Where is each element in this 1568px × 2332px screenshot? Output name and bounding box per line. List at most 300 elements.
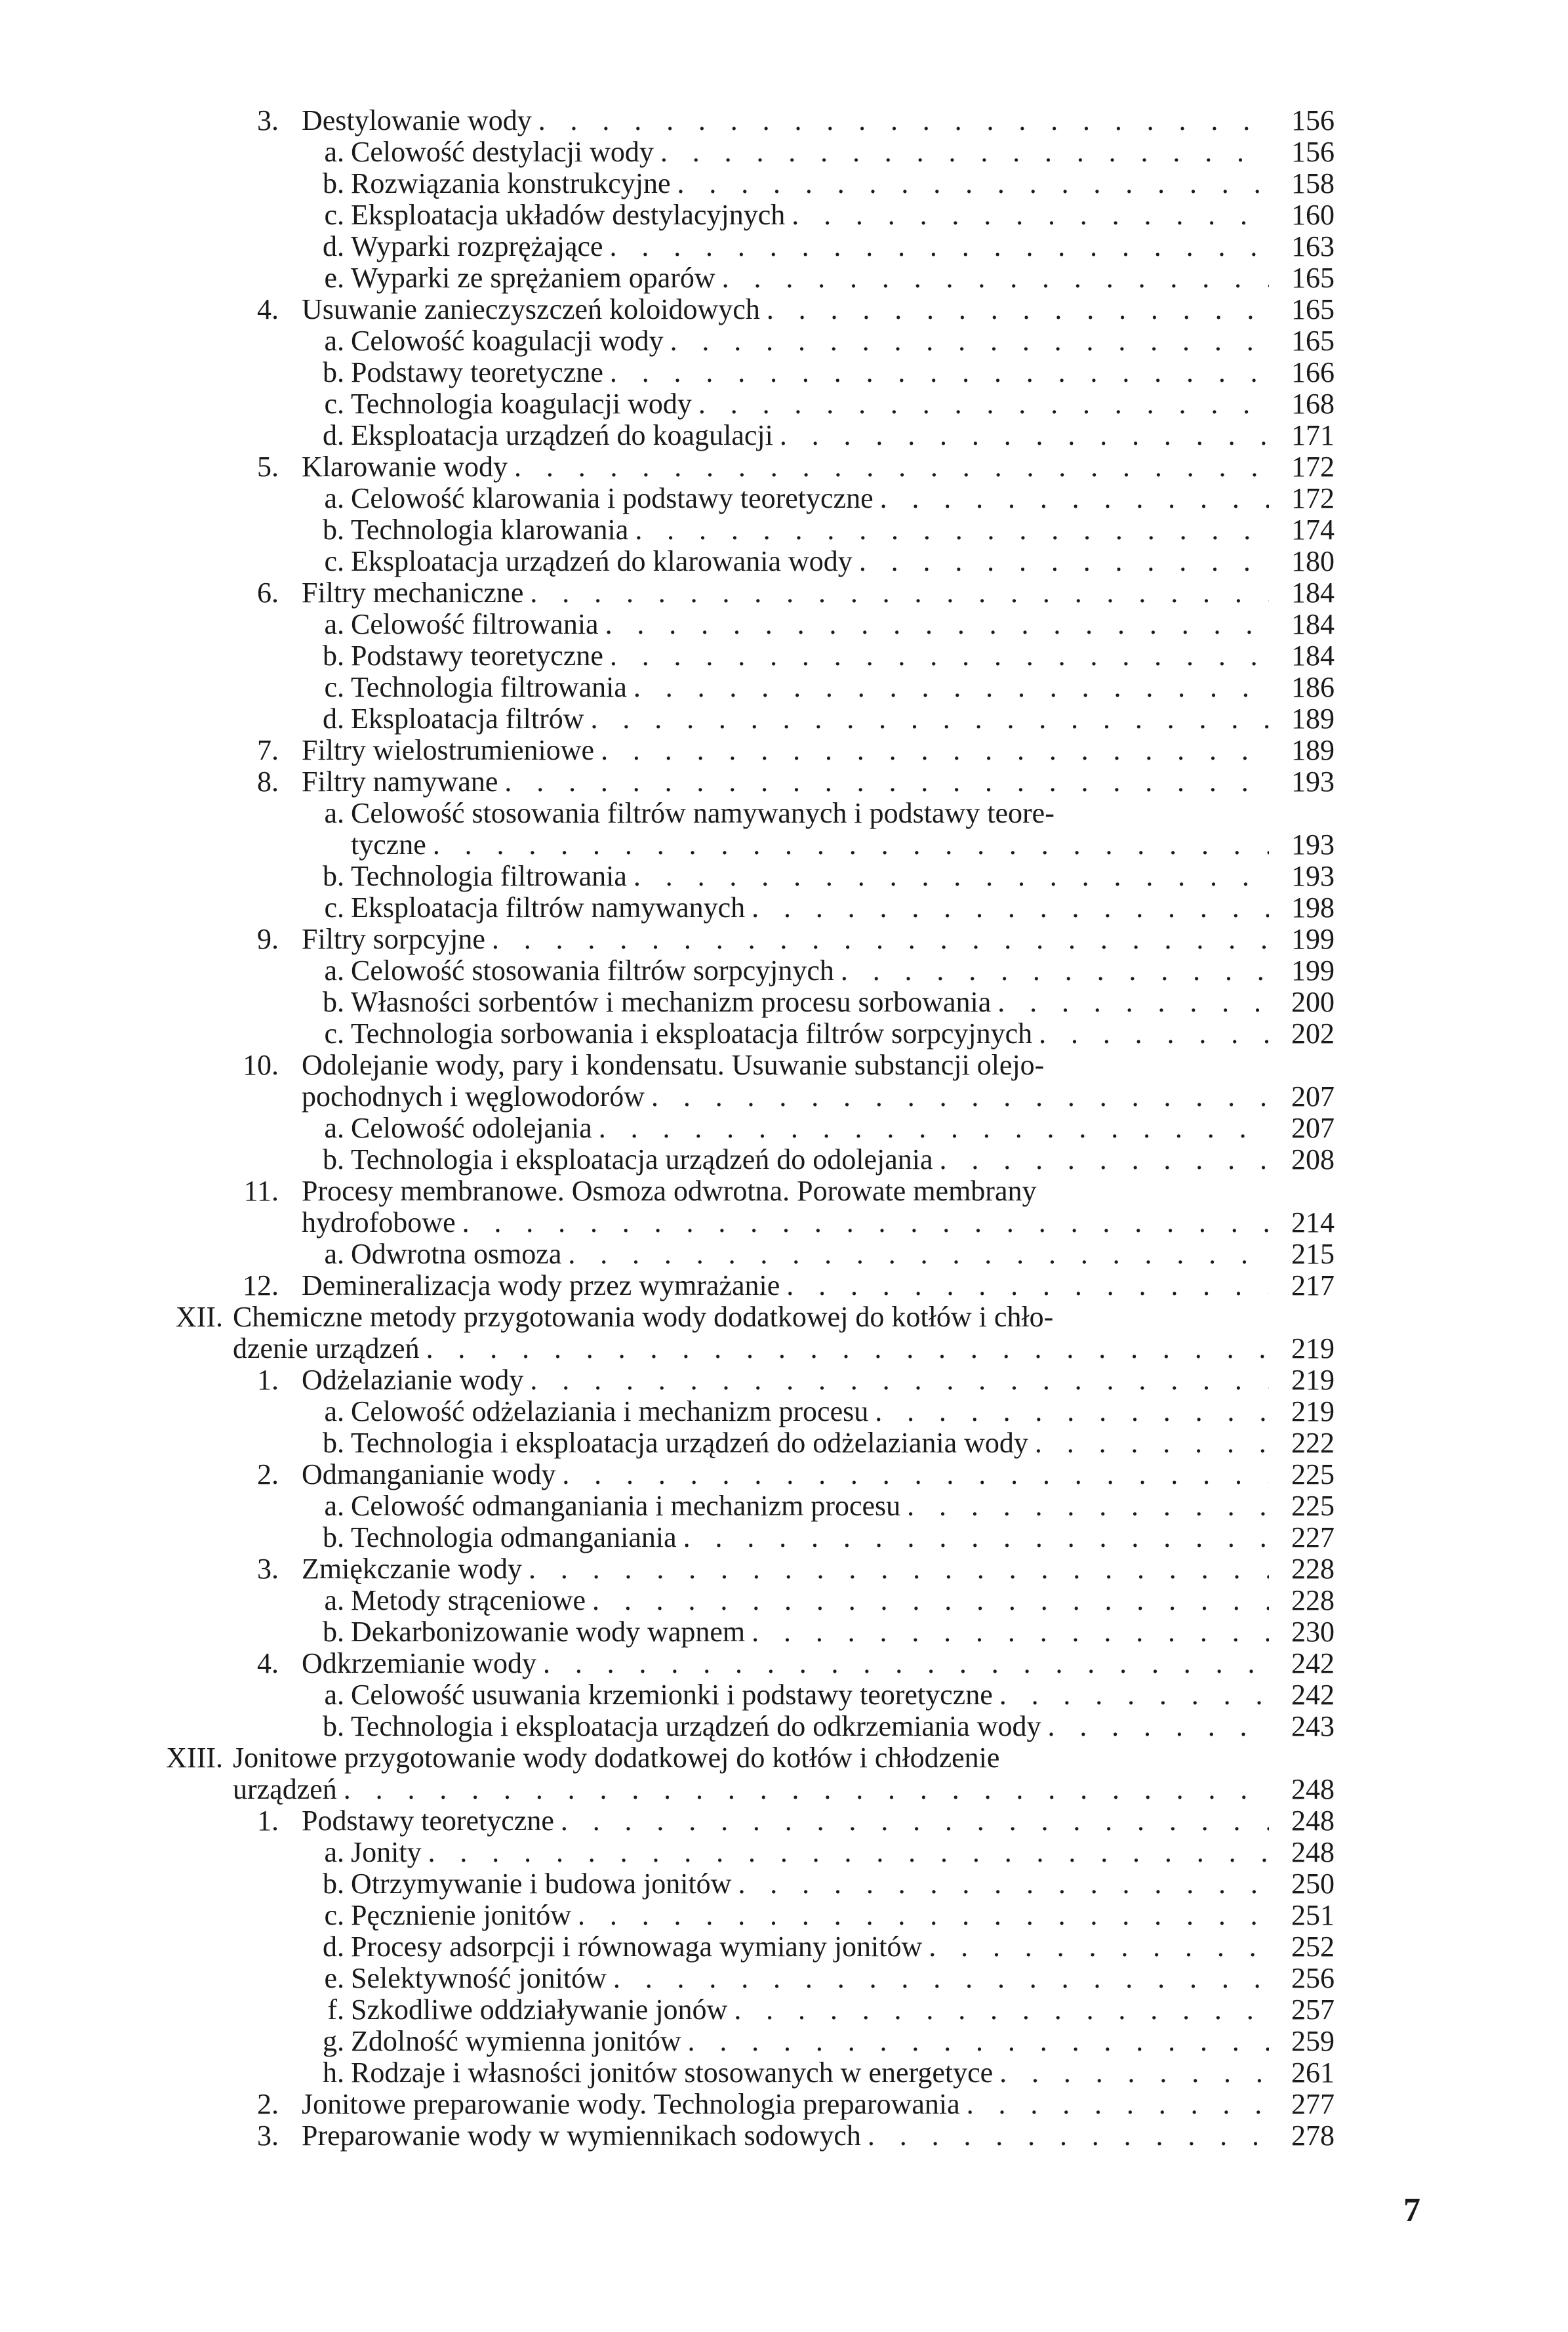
toc-dot-leader: [529, 1553, 1269, 1585]
toc-entry-number: 8.: [257, 766, 279, 798]
toc-subsection-entry: [141, 672, 1335, 703]
toc-page-number: 230: [1291, 1616, 1335, 1648]
toc-subsection-entry: [141, 892, 1335, 924]
toc-page-number: 174: [1291, 514, 1335, 546]
toc-dot-leader: [592, 1585, 1269, 1616]
toc-section-entry: [141, 2089, 1335, 2120]
toc-subsection-entry: [141, 231, 1335, 262]
toc-page-number: 165: [1291, 325, 1335, 357]
toc-entry-label: [302, 1176, 1335, 1207]
toc-entry-title: Odmanganianie wody: [302, 1459, 556, 1490]
toc-entry-label: [351, 388, 1335, 420]
toc-entry-label: [351, 2026, 1335, 2057]
toc-subsection-entry: [141, 1018, 1335, 1050]
toc-entry-title: Metody strąceniowe: [351, 1585, 586, 1616]
toc-entry-label: [351, 1018, 1335, 1050]
toc-page-number: 217: [1291, 1270, 1335, 1301]
toc-page-number: 228: [1291, 1585, 1335, 1616]
toc-entry-title: Selektywność jonitów: [351, 1963, 607, 1994]
toc-entry-label: [351, 1396, 1335, 1427]
toc-dot-leader: [677, 168, 1269, 199]
toc-page-number: 165: [1291, 262, 1335, 294]
toc-entry-label: [351, 199, 1335, 231]
toc-entry-title: Celowość koagulacji wody: [351, 325, 664, 357]
toc-entry-number: h.: [323, 2056, 344, 2089]
toc-entry-title: Wyparki rozprężające: [351, 231, 603, 262]
toc-dot-leader: [1039, 1018, 1269, 1050]
toc-entry-number: b.: [323, 986, 344, 1018]
toc-page-number: 261: [1291, 2057, 1335, 2089]
toc-entry-number: b.: [323, 1427, 344, 1459]
toc-page-number: 257: [1291, 1994, 1335, 2026]
toc-page-number: 184: [1291, 609, 1335, 640]
toc-entry-title: Rodzaje i własności jonitów stosowanych w energetyce: [351, 2057, 994, 2089]
toc-entry-title: Technologia sorbowania i eksploatacja filtrów sorpcyjnych: [351, 1018, 1033, 1050]
toc-entry-title: Podstawy teoretyczne: [302, 1805, 554, 1837]
toc-dot-leader: [433, 829, 1269, 861]
toc-page-number: 225: [1291, 1490, 1335, 1522]
toc-dot-leader: [633, 861, 1269, 892]
toc-entry-label: [351, 955, 1335, 987]
toc-entry-number: b.: [323, 1710, 344, 1742]
toc-entry-number: d.: [323, 419, 344, 451]
toc-entry-title: Celowość filtrowania: [351, 609, 599, 640]
toc-dot-leader: [599, 1113, 1269, 1144]
toc-entry-number: c.: [324, 388, 344, 420]
toc-entry-title: Technologia i eksploatacja urządzeń do odolejania: [351, 1144, 933, 1176]
toc-page-number: 278: [1291, 2120, 1335, 2152]
toc-entry-number: a.: [324, 1679, 344, 1711]
toc-section-entry: [141, 1648, 1335, 1679]
toc-entry-label: [302, 2120, 1335, 2152]
toc-entry-title: tyczne: [351, 829, 426, 861]
toc-subsection-entry: [141, 1963, 1335, 1994]
toc-entry-number: a.: [324, 1490, 344, 1522]
toc-dot-leader: [767, 294, 1269, 325]
toc-dot-leader: [875, 1396, 1269, 1427]
toc-entry-title: Podstawy teoretyczne: [351, 357, 603, 388]
toc-subsection-entry: [141, 199, 1335, 231]
toc-entry-number: b.: [323, 514, 344, 546]
toc-entry-title: Celowość odżelaziania i mechanizm procesu: [351, 1396, 869, 1427]
toc-entry-label: [351, 1711, 1335, 1742]
toc-dot-leader: [538, 105, 1269, 136]
toc-page-number: 219: [1291, 1333, 1335, 1364]
toc-section-entry: [141, 105, 1335, 136]
toc-subsection-entry: [141, 703, 1335, 735]
toc-dot-leader: [660, 136, 1269, 168]
toc-entry-label: [302, 1050, 1335, 1081]
toc-entry-title: Rozwiązania konstrukcyjne: [351, 168, 671, 199]
toc-entry-number: 1.: [257, 1364, 279, 1396]
toc-entry-number: a.: [324, 1836, 344, 1868]
toc-dot-leader: [601, 735, 1269, 766]
toc-page-number: 256: [1291, 1963, 1335, 1994]
toc-dot-leader: [780, 420, 1269, 451]
toc-subsection-entry: [141, 1994, 1335, 2026]
toc-dot-leader: [880, 483, 1269, 514]
toc-entry-label: [302, 924, 1335, 955]
toc-entry-title: Celowość odmanganiania i mechanizm procesu: [351, 1490, 901, 1522]
toc-entry-number: 2.: [257, 2088, 279, 2120]
toc-entry-label: [351, 1868, 1335, 1900]
toc-entry-number: 1.: [257, 1805, 279, 1837]
toc-page-number: 156: [1291, 136, 1335, 168]
toc-entry-number: b.: [323, 1616, 344, 1648]
toc-subsection-entry: [141, 861, 1335, 892]
toc-dot-leader: [426, 1333, 1269, 1364]
toc-dot-leader: [997, 987, 1269, 1018]
toc-entry-label: [351, 1427, 1335, 1459]
toc-subsection-entry: [141, 1868, 1335, 1900]
toc-dot-leader: [591, 703, 1269, 735]
toc-section-entry: [141, 735, 1335, 766]
toc-chapter-entry: [141, 1774, 1335, 1805]
toc-dot-leader: [613, 1963, 1269, 1994]
toc-entry-label: [351, 672, 1335, 703]
toc-page-number: 277: [1291, 2089, 1335, 2120]
toc-entry-label: [302, 577, 1335, 609]
toc-entry-number: e.: [324, 1962, 344, 1994]
toc-entry-label: [351, 829, 1335, 861]
toc-page-number: 259: [1291, 2026, 1335, 2057]
toc-entry-label: [351, 168, 1335, 199]
toc-entry-label: [351, 514, 1335, 546]
toc-entry-label: [351, 546, 1335, 577]
toc-page-number: 184: [1291, 640, 1335, 672]
toc-entry-title: Filtry wielostrumieniowe: [302, 735, 595, 766]
toc-entry-number: 7.: [257, 734, 279, 766]
toc-page-number: 242: [1291, 1679, 1335, 1711]
toc-dot-leader: [462, 1207, 1269, 1238]
toc-entry-label: [351, 262, 1335, 294]
toc-page-number: 228: [1291, 1553, 1335, 1585]
toc-entry-title: pochodnych i węglowodorów: [302, 1081, 645, 1113]
toc-page-number: 180: [1291, 546, 1335, 577]
toc-entry-title: Celowość destylacji wody: [351, 136, 654, 168]
toc-entry-label: [233, 1774, 1335, 1805]
toc-entry-title: Technologia odmanganiania: [351, 1522, 677, 1553]
toc-subsection-entry: [141, 2057, 1335, 2089]
toc-entry-title: Demineralizacja wody przez wymrażanie: [302, 1270, 780, 1301]
toc-dot-leader: [562, 1459, 1269, 1490]
toc-page-number: 171: [1291, 420, 1335, 451]
toc-entry-label: [351, 892, 1335, 924]
toc-page-number: 222: [1291, 1427, 1335, 1459]
toc-entry-title: Szkodliwe oddziaływanie jonów: [351, 1994, 728, 2026]
toc-entry-title: Jonity: [351, 1837, 422, 1868]
toc-chapter-entry: [141, 1301, 1335, 1333]
toc-entry-label: [302, 1553, 1335, 1585]
toc-entry-title: Odwrotna osmoza: [351, 1238, 562, 1270]
toc-subsection-entry: [141, 987, 1335, 1018]
toc-subsection-entry: [141, 1113, 1335, 1144]
toc-entry-label: [233, 1333, 1335, 1364]
toc-page-number: 163: [1291, 231, 1335, 262]
toc-subsection-entry: [141, 1427, 1335, 1459]
toc-subsection-entry: [141, 483, 1335, 514]
toc-subsection-entry: [141, 514, 1335, 546]
toc-entry-number: a.: [324, 797, 344, 829]
toc-entry-label: [351, 1931, 1335, 1963]
toc-entry-title: Technologia i eksploatacja urządzeń do odżelaziania wody: [351, 1427, 1028, 1459]
toc-entry-title: Otrzymywanie i budowa jonitów: [351, 1868, 732, 1900]
toc-entry-title: Celowość klarowania i podstawy teoretyczne: [351, 483, 874, 514]
toc-entry-number: b.: [323, 1143, 344, 1176]
toc-entry-label: [351, 1616, 1335, 1648]
toc-page-number: 248: [1291, 1837, 1335, 1868]
toc-dot-leader: [530, 577, 1269, 609]
toc-subsection-entry: [141, 1931, 1335, 1963]
toc-section-entry: [141, 1176, 1335, 1207]
toc-entry-number: g.: [323, 2025, 344, 2057]
toc-entry-title: Odolejanie wody, pary i kondensatu. Usuwanie substancji olejo-: [302, 1050, 1045, 1081]
toc-entry-title: Procesy membranowe. Osmoza odwrotna. Porowate membrany: [302, 1176, 1037, 1207]
toc-dot-leader: [999, 2057, 1269, 2089]
toc-dot-leader: [344, 1774, 1269, 1805]
toc-subsection-entry: [141, 609, 1335, 640]
toc-page-number: 186: [1291, 672, 1335, 703]
toc-dot-leader: [683, 1522, 1269, 1553]
toc-page-number: 184: [1291, 577, 1335, 609]
toc-section-entry: [141, 766, 1335, 798]
toc-entry-title: Celowość stosowania filtrów namywanych i podstawy teore-: [351, 798, 1055, 829]
toc-subsection-entry: [141, 1490, 1335, 1522]
toc-entry-title: Dekarbonizowanie wody wapnem: [351, 1616, 746, 1648]
toc-subsection-entry: [141, 1837, 1335, 1868]
toc-entry-number: a.: [324, 482, 344, 514]
toc-entry-label: [351, 1113, 1335, 1144]
toc-subsection-entry: [141, 325, 1335, 357]
toc-entry-title: Klarowanie wody: [302, 451, 508, 483]
toc-dot-leader: [722, 262, 1269, 294]
toc-dot-leader: [967, 2089, 1269, 2120]
toc-dot-leader: [868, 2120, 1269, 2152]
toc-section-entry: [141, 2120, 1335, 2152]
toc-entry-number: d.: [323, 1931, 344, 1963]
toc-section-entry: [141, 1081, 1335, 1113]
toc-entry-label: [351, 1144, 1335, 1176]
toc-page-number: 156: [1291, 105, 1335, 136]
toc-entry-title: Destylowanie wody: [302, 105, 532, 136]
toc-subsection-entry: [141, 1522, 1335, 1553]
toc-entry-label: [351, 703, 1335, 735]
toc-dot-leader: [688, 2026, 1270, 2057]
toc-entry-title: Wyparki ze sprężaniem oparów: [351, 262, 715, 294]
toc-entry-number: 4.: [257, 293, 279, 325]
toc-entry-label: [302, 1459, 1335, 1490]
toc-page-number: 200: [1291, 987, 1335, 1018]
toc-entry-number: 3.: [257, 104, 279, 136]
toc-entry-title: Technologia i eksploatacja urządzeń do odkrzemiania wody: [351, 1711, 1041, 1742]
toc-page-number: 193: [1291, 766, 1335, 798]
toc-entry-label: [351, 1837, 1335, 1868]
toc-entry-label: [302, 451, 1335, 483]
toc-entry-number: c.: [324, 891, 344, 924]
toc-subsection-entry: [141, 1900, 1335, 1931]
toc-dot-leader: [940, 1144, 1269, 1176]
toc-section-entry: [141, 1459, 1335, 1490]
toc-entry-label: [302, 294, 1335, 325]
toc-chapter-entry: [141, 1742, 1335, 1774]
toc-entry-number: 3.: [257, 2119, 279, 2152]
toc-dot-leader: [1048, 1711, 1270, 1742]
toc-entry-label: [351, 325, 1335, 357]
toc-entry-number: b.: [323, 356, 344, 388]
toc-subsection-entry: [141, 640, 1335, 672]
toc-dot-leader: [929, 1931, 1269, 1963]
table-of-contents: [141, 105, 1335, 2152]
toc-entry-label: [302, 1081, 1335, 1113]
toc-entry-label: [351, 798, 1335, 829]
toc-page-number: 225: [1291, 1459, 1335, 1490]
toc-entry-number: 5.: [257, 451, 279, 483]
toc-dot-leader: [738, 1868, 1269, 1900]
toc-subsection-entry: [141, 1679, 1335, 1711]
toc-entry-title: Eksploatacja urządzeń do koagulacji: [351, 420, 773, 451]
toc-page-number: 250: [1291, 1868, 1335, 1900]
toc-dot-leader: [1035, 1427, 1269, 1459]
toc-page-number: 165: [1291, 294, 1335, 325]
toc-entry-number: b.: [323, 640, 344, 672]
toc-page-number: 207: [1291, 1113, 1335, 1144]
toc-entry-number: b.: [323, 167, 344, 199]
toc-dot-leader: [635, 514, 1269, 546]
toc-subsection-entry: [141, 829, 1335, 861]
toc-entry-label: [302, 1270, 1335, 1301]
toc-entry-title: Eksploatacja filtrów: [351, 703, 584, 735]
toc-entry-title: Celowość stosowania filtrów sorpcyjnych: [351, 955, 834, 987]
toc-section-entry: [141, 294, 1335, 325]
toc-dot-leader: [578, 1900, 1269, 1931]
toc-dot-leader: [670, 325, 1269, 357]
toc-subsection-entry: [141, 1616, 1335, 1648]
toc-dot-leader: [734, 1994, 1269, 2026]
toc-entry-title: Odżelazianie wody: [302, 1364, 524, 1396]
toc-entry-title: Preparowanie wody w wymiennikach sodowych: [302, 2120, 861, 2152]
toc-entry-number: a.: [324, 1238, 344, 1270]
toc-dot-leader: [859, 546, 1269, 577]
toc-subsection-entry: [141, 546, 1335, 577]
toc-entry-number: 11.: [243, 1175, 279, 1207]
toc-page-number: 158: [1291, 168, 1335, 199]
toc-dot-leader: [610, 231, 1269, 262]
toc-dot-leader: [428, 1837, 1269, 1868]
toc-section-entry: [141, 924, 1335, 955]
toc-entry-label: [302, 735, 1335, 766]
toc-entry-label: [302, 1207, 1335, 1238]
toc-entry-title: Technologia klarowania: [351, 514, 629, 546]
toc-page-number: 251: [1291, 1900, 1335, 1931]
toc-entry-label: [302, 105, 1335, 136]
toc-entry-number: a.: [324, 325, 344, 357]
toc-page-number: 208: [1291, 1144, 1335, 1176]
toc-entry-label: [351, 1238, 1335, 1270]
toc-subsection-entry: [141, 1144, 1335, 1176]
toc-entry-number: c.: [324, 199, 344, 231]
toc-entry-title: Jonitowe przygotowanie wody dodatkowej do kotłów i chłodzenie: [233, 1742, 1000, 1774]
toc-subsection-entry: [141, 136, 1335, 168]
toc-subsection-entry: [141, 955, 1335, 987]
toc-entry-label: [302, 1648, 1335, 1679]
toc-subsection-entry: [141, 262, 1335, 294]
toc-subsection-entry: [141, 420, 1335, 451]
toc-entry-title: Celowość usuwania krzemionki i podstawy teoretyczne: [351, 1679, 993, 1711]
toc-section-entry: [141, 1805, 1335, 1837]
toc-entry-number: b.: [323, 1868, 344, 1900]
toc-entry-label: [351, 483, 1335, 514]
toc-page-number: 166: [1291, 357, 1335, 388]
toc-entry-label: [351, 1585, 1335, 1616]
toc-section-entry: [141, 1364, 1335, 1396]
toc-subsection-entry: [141, 1711, 1335, 1742]
toc-entry-label: [233, 1301, 1335, 1333]
toc-subsection-entry: [141, 388, 1335, 420]
toc-entry-number: f.: [327, 1994, 344, 2026]
toc-page-number: 168: [1291, 388, 1335, 420]
toc-entry-label: [302, 1364, 1335, 1396]
toc-entry-number: 4.: [257, 1647, 279, 1679]
toc-page-number: 193: [1291, 861, 1335, 892]
toc-entry-label: [351, 861, 1335, 892]
toc-dot-leader: [786, 1270, 1269, 1301]
toc-entry-label: [351, 1490, 1335, 1522]
toc-entry-label: [302, 766, 1335, 798]
toc-dot-leader: [504, 766, 1269, 798]
toc-section-entry: [141, 1207, 1335, 1238]
toc-entry-number: 6.: [257, 577, 279, 609]
toc-entry-number: a.: [324, 1584, 344, 1616]
toc-dot-leader: [568, 1238, 1269, 1270]
toc-entry-label: [351, 987, 1335, 1018]
toc-entry-title: Odkrzemianie wody: [302, 1648, 536, 1679]
toc-entry-label: [351, 1900, 1335, 1931]
toc-dot-leader: [492, 924, 1269, 955]
toc-entry-title: Podstawy teoretyczne: [351, 640, 603, 672]
toc-page-number: 189: [1291, 735, 1335, 766]
toc-entry-label: [351, 136, 1335, 168]
toc-entry-number: 12.: [243, 1269, 279, 1301]
toc-entry-label: [351, 231, 1335, 262]
toc-entry-number: d.: [323, 703, 344, 735]
toc-entry-label: [233, 1742, 1335, 1774]
toc-subsection-entry: [141, 357, 1335, 388]
toc-entry-number: b.: [323, 1521, 344, 1553]
toc-entry-label: [351, 357, 1335, 388]
toc-entry-title: Własności sorbentów i mechanizm procesu sorbowania: [351, 987, 992, 1018]
toc-entry-title: Filtry mechaniczne: [302, 577, 524, 609]
toc-entry-title: dzenie urządzeń: [233, 1333, 420, 1364]
toc-page-number: 214: [1291, 1207, 1335, 1238]
toc-page-number: 219: [1291, 1364, 1335, 1396]
toc-page-number: 199: [1291, 955, 1335, 987]
toc-dot-leader: [605, 609, 1269, 640]
toc-dot-leader: [610, 357, 1269, 388]
toc-page-number: 199: [1291, 924, 1335, 955]
toc-dot-leader: [841, 955, 1269, 987]
toc-page-number: 172: [1291, 451, 1335, 483]
toc-entry-number: XII.: [175, 1301, 223, 1333]
toc-entry-title: Technologia filtrowania: [351, 861, 627, 892]
toc-dot-leader: [752, 1616, 1269, 1648]
toc-entry-label: [351, 1679, 1335, 1711]
toc-dot-leader: [561, 1805, 1269, 1837]
toc-dot-leader: [752, 892, 1269, 924]
toc-entry-number: a.: [324, 608, 344, 640]
toc-entry-label: [351, 1963, 1335, 1994]
toc-entry-title: Zdolność wymienna jonitów: [351, 2026, 681, 2057]
page-number: 7: [1403, 2192, 1420, 2229]
